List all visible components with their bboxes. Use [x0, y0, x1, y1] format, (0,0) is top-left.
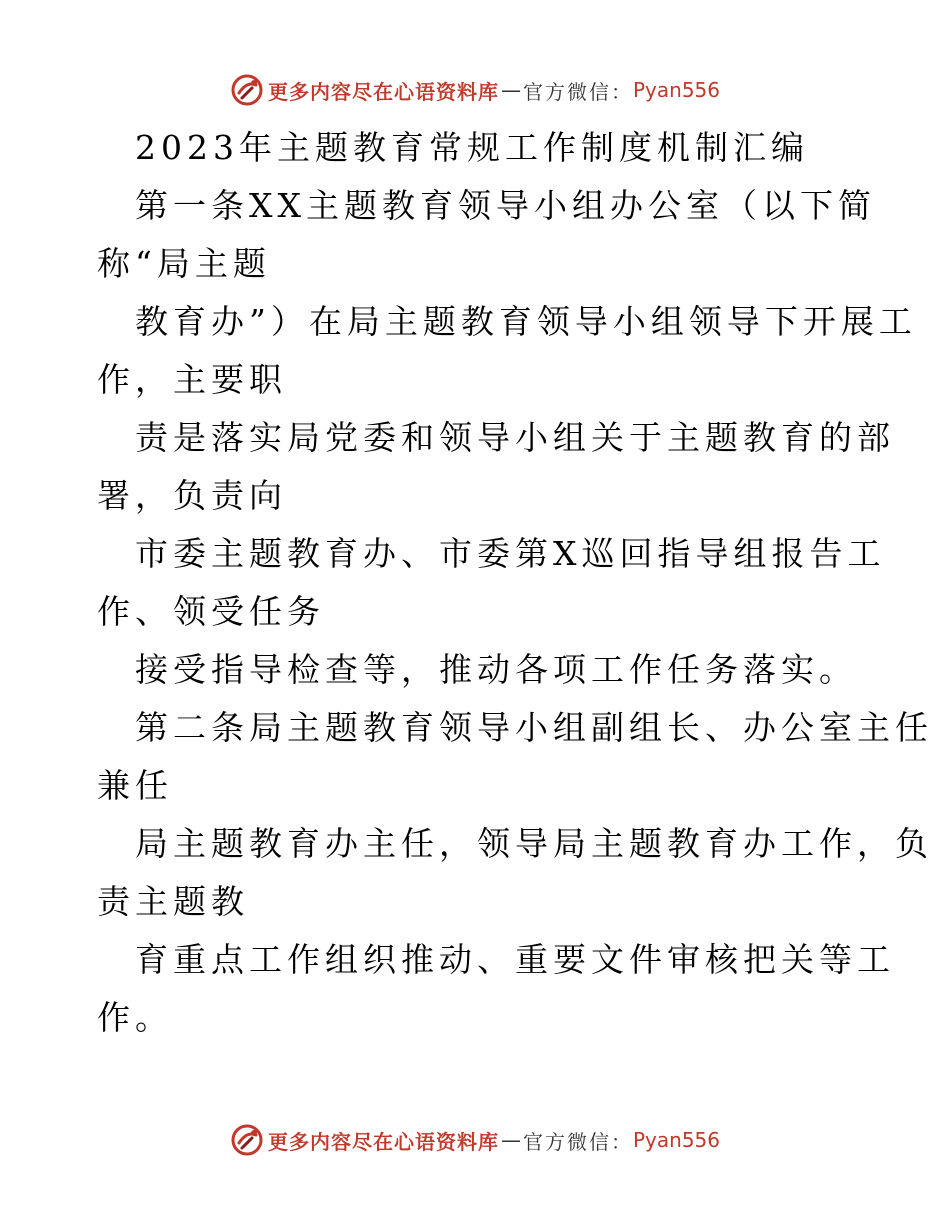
document-line: 市委主题教育办、市委第X巡回指导组报告工: [135, 534, 886, 573]
document-line: 局主题教育办主任，领导局主题教育办工作，负: [135, 824, 933, 863]
watermark-dash: —: [500, 1128, 521, 1152]
document-line: 责主题教: [97, 882, 249, 921]
document-line: 第二条局主题教育领导小组副组长、办公室主任: [135, 708, 933, 747]
document-line: 称“局主题: [97, 244, 271, 283]
watermark-wechat-id: Pyan556: [632, 1128, 720, 1152]
watermark-main-text: 更多内容尽在心语资料库: [267, 79, 499, 104]
document-line: 育重点工作组织推动、重要文件审核把关等工: [135, 940, 895, 979]
document-line: 兼任: [97, 766, 173, 805]
watermark-main-text: 更多内容尽在心语资料库: [267, 1129, 499, 1154]
document-line: 责是落实局党委和领导小组关于主题教育的部: [135, 418, 895, 457]
document-line: 作。: [97, 998, 173, 1037]
document-line: 作，主要职: [97, 360, 287, 399]
watermark-wechat-id: Pyan556: [632, 78, 720, 102]
watermark-footer: [0, 1122, 950, 1158]
watermark-sub-text: 官方微信：: [522, 79, 633, 104]
document-line: 第一条XX主题教育领导小组办公室（以下简: [135, 186, 876, 225]
document-line: 署，负责向: [97, 476, 287, 515]
document-title: 2023年主题教育常规工作制度机制汇编: [135, 128, 809, 167]
document-line: 作、领受任务: [97, 592, 325, 631]
watermark-dash: —: [500, 78, 521, 102]
watermark-sub-text: 官方微信：: [522, 1129, 633, 1154]
document-line: 教育办”）在局主题教育领导小组领导下开展工: [135, 302, 917, 341]
document-line: 接受指导检查等，推动各项工作任务落实。: [135, 650, 857, 689]
brand-logo-icon: [230, 1123, 264, 1157]
